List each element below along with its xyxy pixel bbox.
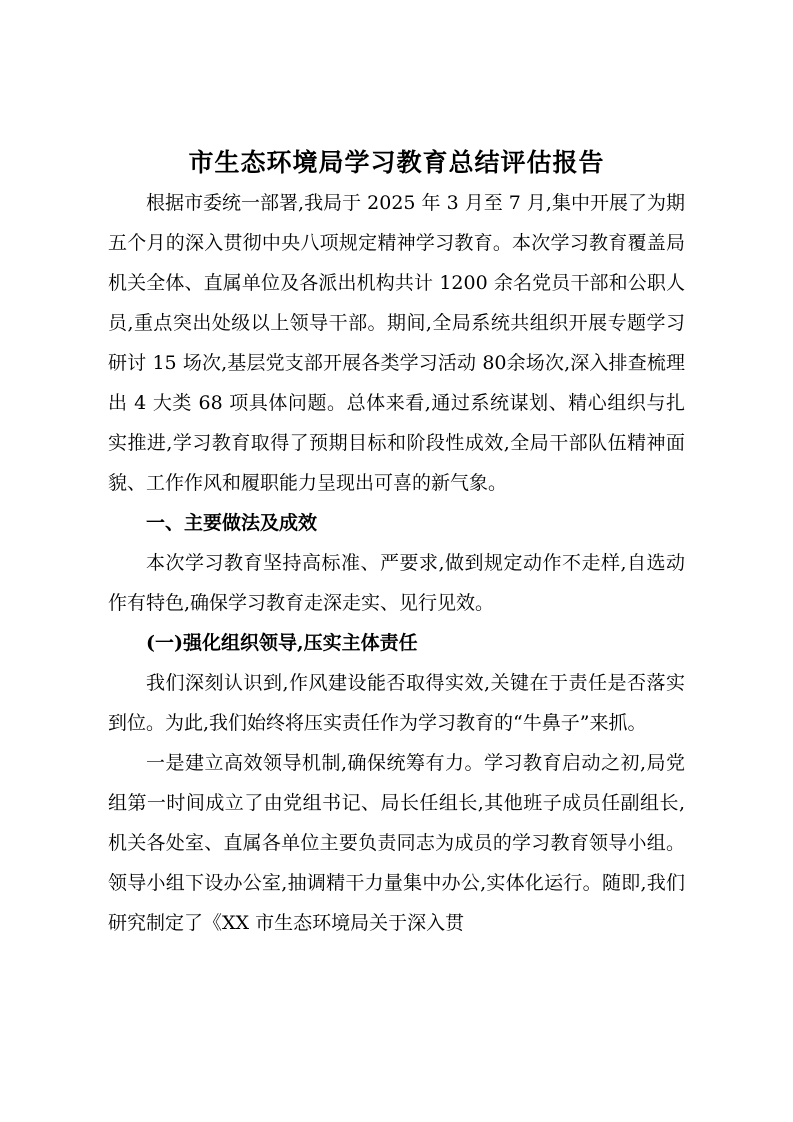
paragraph: 一是建立高效领导机制,确保统筹有力。学习教育启动之初,局党组第一时间成立了由党组书记、局长任组长,其他班子成员任副组长,机关各处室、直属各单位主要负责同志为成员的学习教育领导小组。领导小组下设办公室,抽调精干力量集中办公,实体化运行。随即,我们研究制定了《XX 市生态环境局关于深入贯: [108, 752, 685, 934]
paragraph: 根据市委统一部署,我局于 2025 年 3 月至 7 月,集中开展了为期五个月的深入贯彻中央八项规定精神学习教育。本次学习教育覆盖局机关全体、直属单位及各派出机构共计 1200 余名党员干部和公职人员,重点突出处级以上领导干部。期间,全局系统共组织开展专题学习研讨 15 场次,基层党支部开展各类学习活动 80余场次,深入排查梳理出 4 大类 68 项具体问题。总体来看,通过系统谋划、精心组织与扎实推进,学习教育取得了预期目标和阶段性成效,全局干部队伍精神面貌、工作作风和履职能力呈现出可喜的新气象。: [108, 192, 685, 494]
section-heading: 一、主要做法及成效: [146, 512, 318, 534]
subsection-heading: (一)强化组织领导,压实主体责任: [146, 632, 418, 654]
paragraph: 本次学习教育坚持高标准、严要求,做到规定动作不走样,自选动作有特色,确保学习教育走深走实、见行见效。: [108, 552, 685, 614]
document-body: [108, 183, 685, 943]
paragraph: 我们深刻认识到,作风建设能否取得实效,关键在于责任是否落实到位。为此,我们始终将压实责任作为学习教育的“牛鼻子”来抓。: [108, 672, 685, 734]
document-title: 市生态环境局学习教育总结评估报告: [188, 148, 605, 177]
